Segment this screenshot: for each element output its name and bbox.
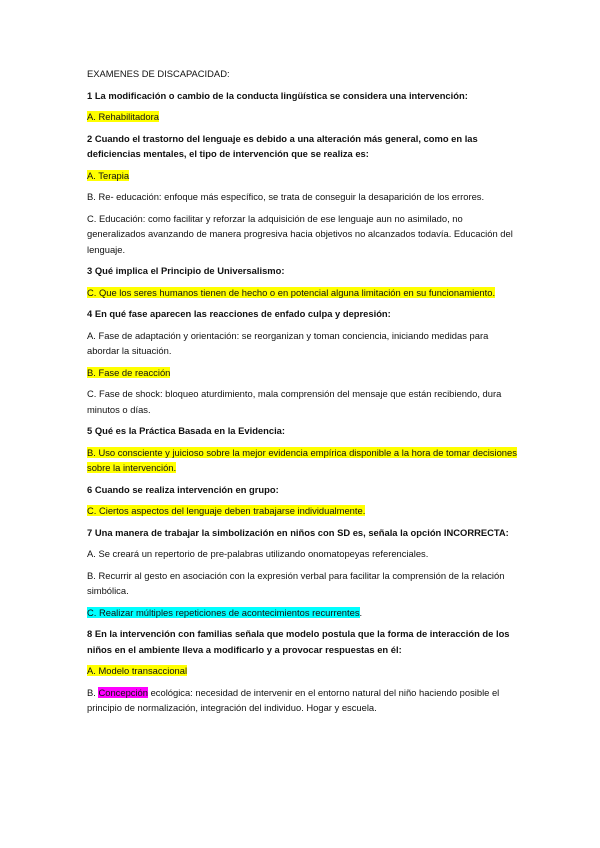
answer-2-a-highlight: A. Terapia <box>87 169 130 181</box>
question-8: 8 En la intervención con familias señala que modelo postula que la forma de interacción de los niños en el ambiente lleva a modificarlo y a provocar respuestas en él: <box>87 628 510 655</box>
answer-2-b: B. Re- educación: enfoque más específico, se trata de conseguir la desaparición de los errores. <box>87 191 485 202</box>
answer-7-b: B. Recurrir al gesto en asociación con la expresión verbal para facilitar la comprensión de la relación simbólica. <box>87 569 505 596</box>
document-title: EXAMENES DE DISCAPACIDAD: <box>87 68 230 79</box>
answer-8-b-prefix: B. <box>87 686 99 698</box>
question-5: 5 Qué es la Práctica Basada en la Evidencia: <box>87 425 286 436</box>
answer-7-c-highlight: C. Realizar múltiples repeticiones de acontecimientos recurrentes <box>87 606 360 618</box>
question-7: 7 Una manera de trabajar la simbolización en niños con SD es, señala la opción INCORRECTA: <box>87 526 509 538</box>
answer-5-highlight: B. Uso consciente y juicioso sobre la mejor evidencia empírica disponible a la hora de tomar decisiones sobre la intervención. <box>87 446 517 473</box>
document-page <box>87 66 517 722</box>
question-6: 6 Cuando se realiza intervención en grupo: <box>87 483 279 495</box>
answer-3-highlight: C. Que los seres humanos tienen de hecho o en potencial alguna limitación en su funcionamiento. <box>87 286 496 298</box>
answer-2-c: C. Educación: como facilitar y reforzar la adquisición de ese lenguaje aun no asimilado, no generalizados avanzando de manera progresiva hacia objetivos no alcanzados todavía. Educación del lenguaje. <box>87 212 513 255</box>
answer-8-b-rest: ecológica: necesidad de intervenir en el entorno natural del niño haciendo posible el principio de normalización, integración del individuo. Hogar y escuela. <box>87 686 500 713</box>
question-2: 2 Cuando el trastorno del lenguaje es debido a una alteración más general, como en las deficiencias mentales, el tipo de intervención que se realiza es: <box>87 132 478 159</box>
answer-7-a: A. Se creará un repertorio de pre-palabras utilizando onomatopeyas referenciales. <box>87 548 429 559</box>
answer-4-b-highlight: B. Fase de reacción <box>87 366 171 378</box>
answer-8-b-highlighted-word: Concepción <box>98 686 148 698</box>
answer-1-highlight: A. Rehabilitadora <box>87 111 159 122</box>
answer-4-a: A. Fase de adaptación y orientación: se reorganizan y toman conciencia, iniciando medidas para abordar la situación. <box>87 329 489 356</box>
question-1: 1 La modificación o cambio de la conducta lingüística se considera una intervención: <box>87 89 468 101</box>
answer-7-c-period: . <box>359 606 363 618</box>
answer-8-a-highlight: A. Modelo transaccional <box>87 665 188 676</box>
answer-8-b <box>87 685 517 716</box>
question-3: 3 Qué implica el Principio de Universalismo: <box>87 265 285 276</box>
question-4: 4 En qué fase aparecen las reacciones de enfado culpa y depresión: <box>87 308 391 319</box>
answer-4-c: C. Fase de shock: bloqueo aturdimiento, mala comprensión del mensaje que están recibiendo, dura minutos o días. <box>87 388 502 415</box>
answer-6-highlight: C. Ciertos aspectos del lenguaje deben trabajarse individualmente. <box>87 505 366 516</box>
